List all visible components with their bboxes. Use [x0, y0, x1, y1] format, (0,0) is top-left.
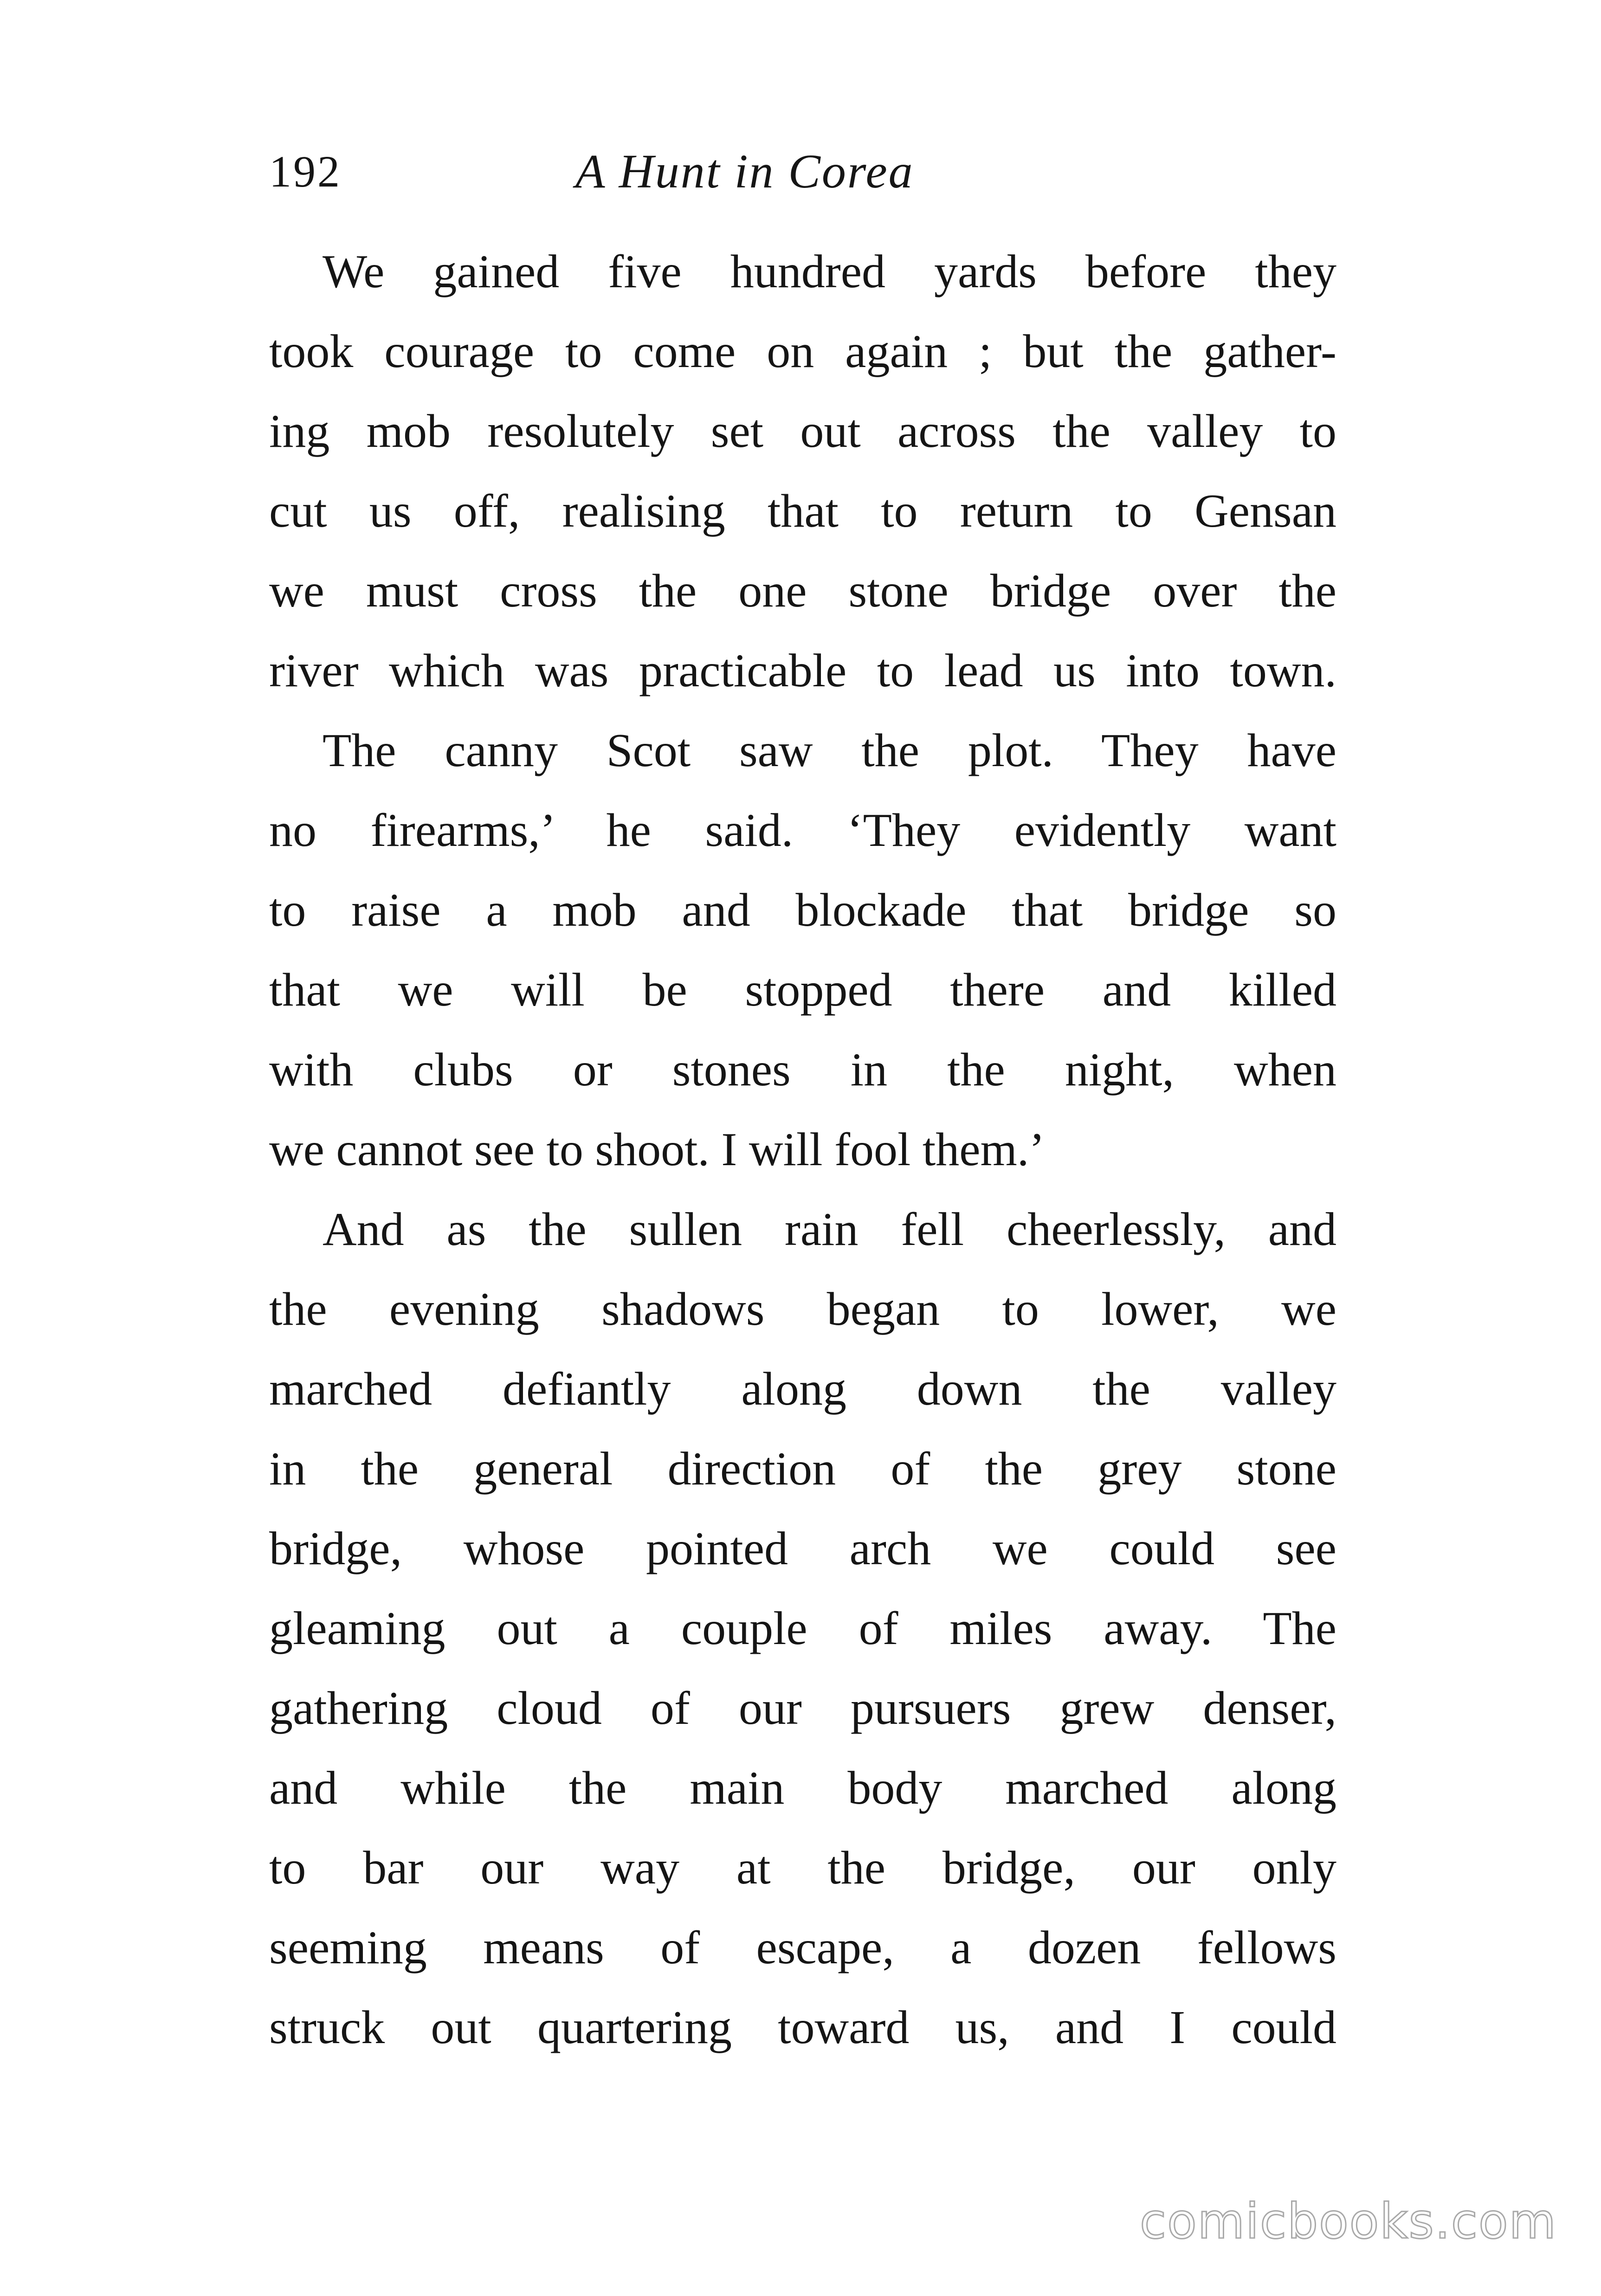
text-line: gathering cloud of our pursuers grew denser,	[269, 1682, 1336, 1735]
running-title: A Hunt in Corea	[575, 145, 914, 198]
text-line: gleaming out a couple of miles away. The	[269, 1602, 1336, 1655]
text-line: took courage to come on again ; but the gather-	[269, 325, 1336, 378]
paragraph-3	[269, 1190, 1336, 2068]
text-line: The canny Scot saw the plot. They have	[323, 724, 1336, 777]
paragraph-1	[269, 232, 1336, 711]
page-number: 192	[269, 147, 342, 196]
text-line: and while the main body marched along	[269, 1762, 1336, 1814]
text-line: ing mob resolutely set out across the valley to	[269, 405, 1336, 458]
text-line: we cannot see to shoot. I will fool them.’	[269, 1123, 1045, 1176]
text-line: We gained five hundred yards before they	[323, 245, 1336, 298]
text-line: we must cross the one stone bridge over the	[269, 565, 1336, 617]
text-line: cut us off, realising that to return to Gensan	[269, 485, 1336, 537]
text-line: river which was practicable to lead us into town.	[269, 645, 1336, 697]
text-line: bridge, whose pointed arch we could see	[269, 1522, 1336, 1575]
text-line: to bar our way at the bridge, our only	[269, 1842, 1336, 1894]
paragraph-2	[269, 711, 1336, 1190]
text-line: that we will be stopped there and killed	[269, 964, 1336, 1016]
running-head	[269, 142, 1336, 202]
text-line: marched defiantly along down the valley	[269, 1363, 1336, 1415]
text-line: seeming means of escape, a dozen fellows	[269, 1922, 1336, 1974]
text-line: in the general direction of the grey stone	[269, 1443, 1336, 1495]
text-line: to raise a mob and blockade that bridge so	[269, 884, 1336, 936]
body-text	[269, 232, 1336, 2068]
text-line: with clubs or stones in the night, when	[269, 1044, 1336, 1096]
text-line: the evening shadows began to lower, we	[269, 1283, 1336, 1335]
text-line: struck out quartering toward us, and I could	[269, 2001, 1336, 2054]
watermark: comicbooks.com	[1139, 2193, 1557, 2250]
text-line: And as the sullen rain fell cheerlessly, and	[323, 1203, 1336, 1256]
text-line: no firearms,’ he said. ‘They evidently want	[269, 804, 1336, 857]
